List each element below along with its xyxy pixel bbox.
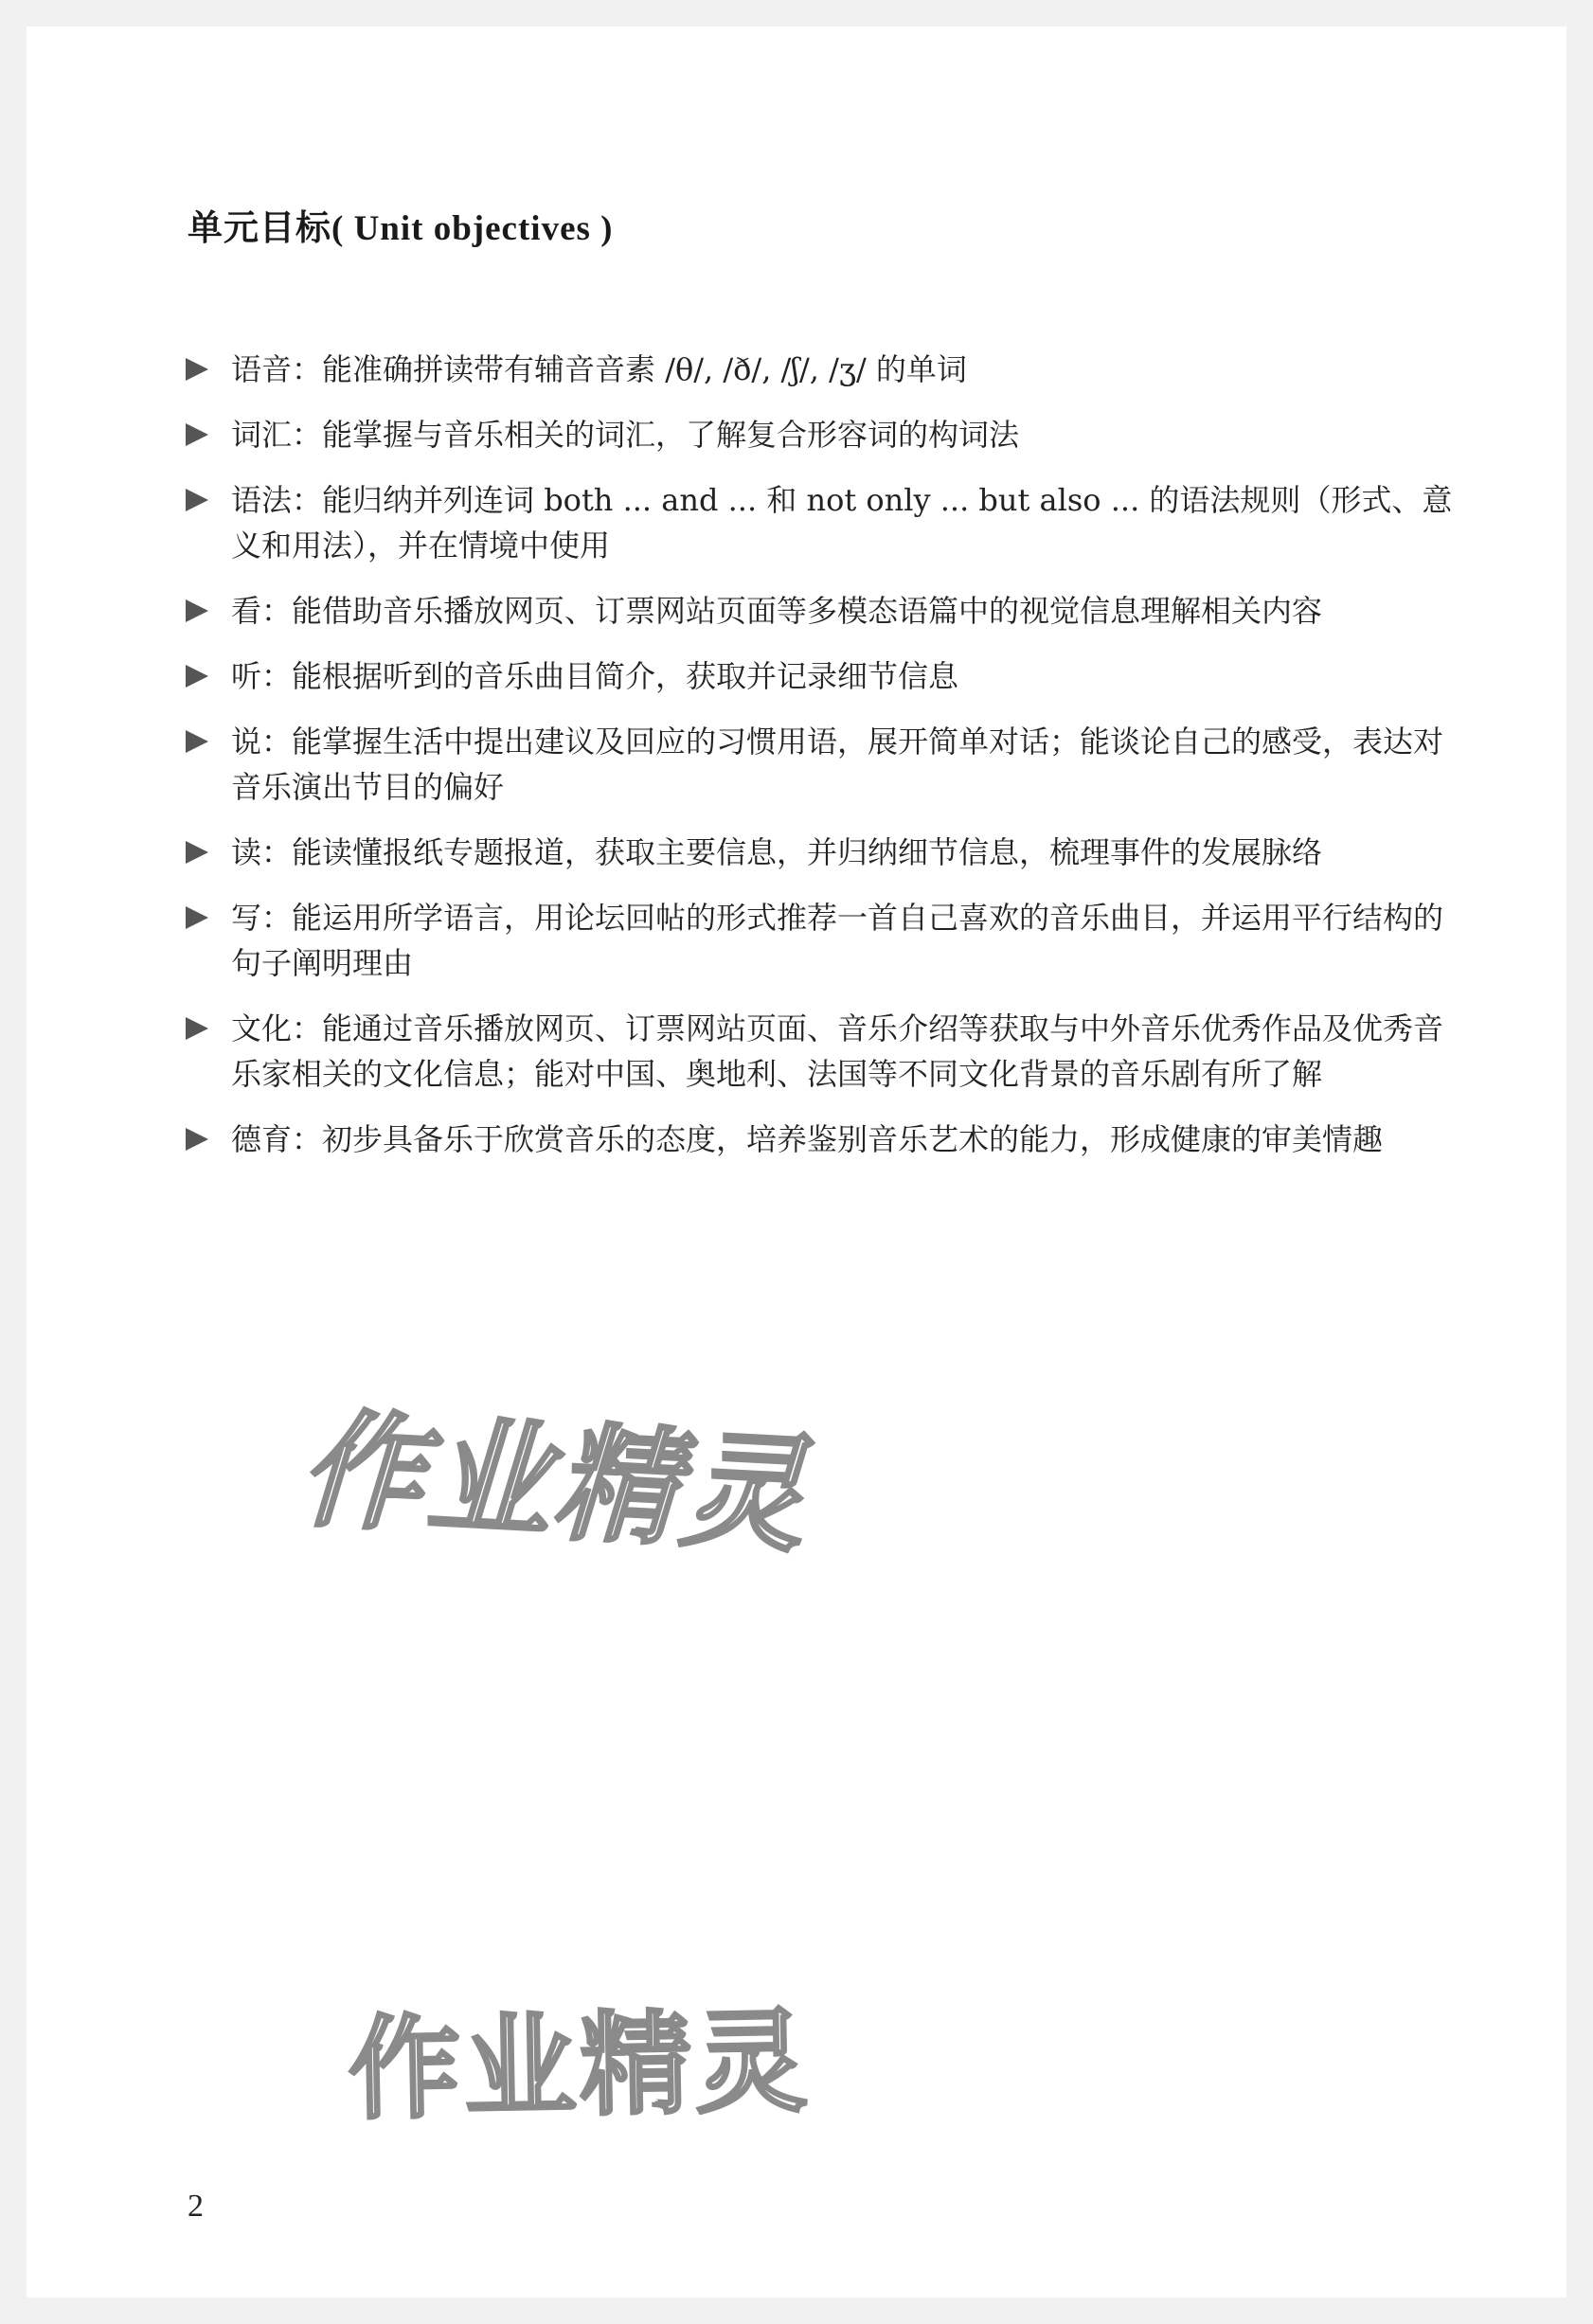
objective-label: 词汇： — [231, 417, 323, 453]
page-number: 2 — [188, 2189, 204, 2224]
bullet-arrow-icon — [186, 423, 208, 446]
objective-text: 能掌握与音乐相关的词汇，了解复合形容词的构词法 — [322, 417, 1020, 453]
section-heading — [188, 199, 613, 250]
objective-label: 写： — [231, 900, 293, 936]
watermark: 作业精灵 — [289, 1397, 841, 1571]
objective-item — [186, 830, 1474, 875]
objective-item — [186, 1006, 1474, 1097]
objectives-list — [186, 347, 1474, 1182]
objective-item — [186, 719, 1474, 810]
objective-label: 看： — [231, 593, 293, 629]
bullet-arrow-icon — [186, 489, 208, 511]
watermark: 作业精灵 — [348, 1995, 813, 2136]
objective-item — [186, 347, 1474, 392]
objective-label: 说： — [231, 724, 293, 760]
objective-text: 能准确拼读带有辅音音素 /θ/, /ð/, /ʃ/, /ʒ/ 的单词 — [322, 351, 967, 387]
objective-item — [186, 588, 1474, 634]
bullet-arrow-icon — [186, 1128, 208, 1151]
objective-label: 听： — [231, 658, 293, 694]
bullet-arrow-icon — [186, 906, 208, 929]
bullet-arrow-icon — [186, 665, 208, 688]
bullet-arrow-icon — [186, 841, 208, 864]
objective-text: 能归纳并列连词 both ... and ... 和 not only ... but also ... 的语法规则（形式、意义和用法），并在情境中使用 — [231, 482, 1453, 563]
objective-item — [186, 895, 1474, 986]
objective-text: 能读懂报纸专题报道，获取主要信息，并归纳细节信息，梳理事件的发展脉络 — [292, 834, 1323, 870]
objective-text: 能掌握生活中提出建议及回应的习惯用语，展开简单对话；能谈论自己的感受，表达对音乐演出节目的偏好 — [231, 724, 1444, 805]
objective-item — [186, 1117, 1474, 1162]
objective-item — [186, 412, 1474, 457]
objective-text: 能根据听到的音乐曲目简介，获取并记录细节信息 — [292, 658, 959, 694]
objective-label: 语法： — [231, 482, 323, 518]
bullet-arrow-icon — [186, 1017, 208, 1040]
document-page — [27, 27, 1566, 2297]
objective-text: 初步具备乐于欣赏音乐的态度，培养鉴别音乐艺术的能力，形成健康的审美情趣 — [322, 1121, 1384, 1157]
objective-text: 能运用所学语言，用论坛回帖的形式推荐一首自己喜欢的音乐曲目，并运用平行结构的句子阐明理由 — [231, 900, 1444, 981]
heading-english: ( Unit objectives ) — [331, 209, 614, 248]
objective-text: 能通过音乐播放网页、订票网站页面、音乐介绍等获取与中外音乐优秀作品及优秀音乐家相关的文化信息；能对中国、奥地利、法国等不同文化背景的音乐剧有所了解 — [231, 1010, 1444, 1092]
objective-label: 文化： — [231, 1010, 323, 1046]
bullet-arrow-icon — [186, 599, 208, 622]
objective-label: 语音： — [231, 351, 323, 387]
objective-item — [186, 653, 1474, 699]
objective-label: 德育： — [231, 1121, 323, 1157]
objective-item — [186, 477, 1474, 568]
objective-label: 读： — [231, 834, 293, 870]
heading-chinese: 单元目标 — [188, 207, 331, 248]
objective-text: 能借助音乐播放网页、订票网站页面等多模态语篇中的视觉信息理解相关内容 — [292, 593, 1323, 629]
bullet-arrow-icon — [186, 730, 208, 753]
bullet-arrow-icon — [186, 358, 208, 381]
